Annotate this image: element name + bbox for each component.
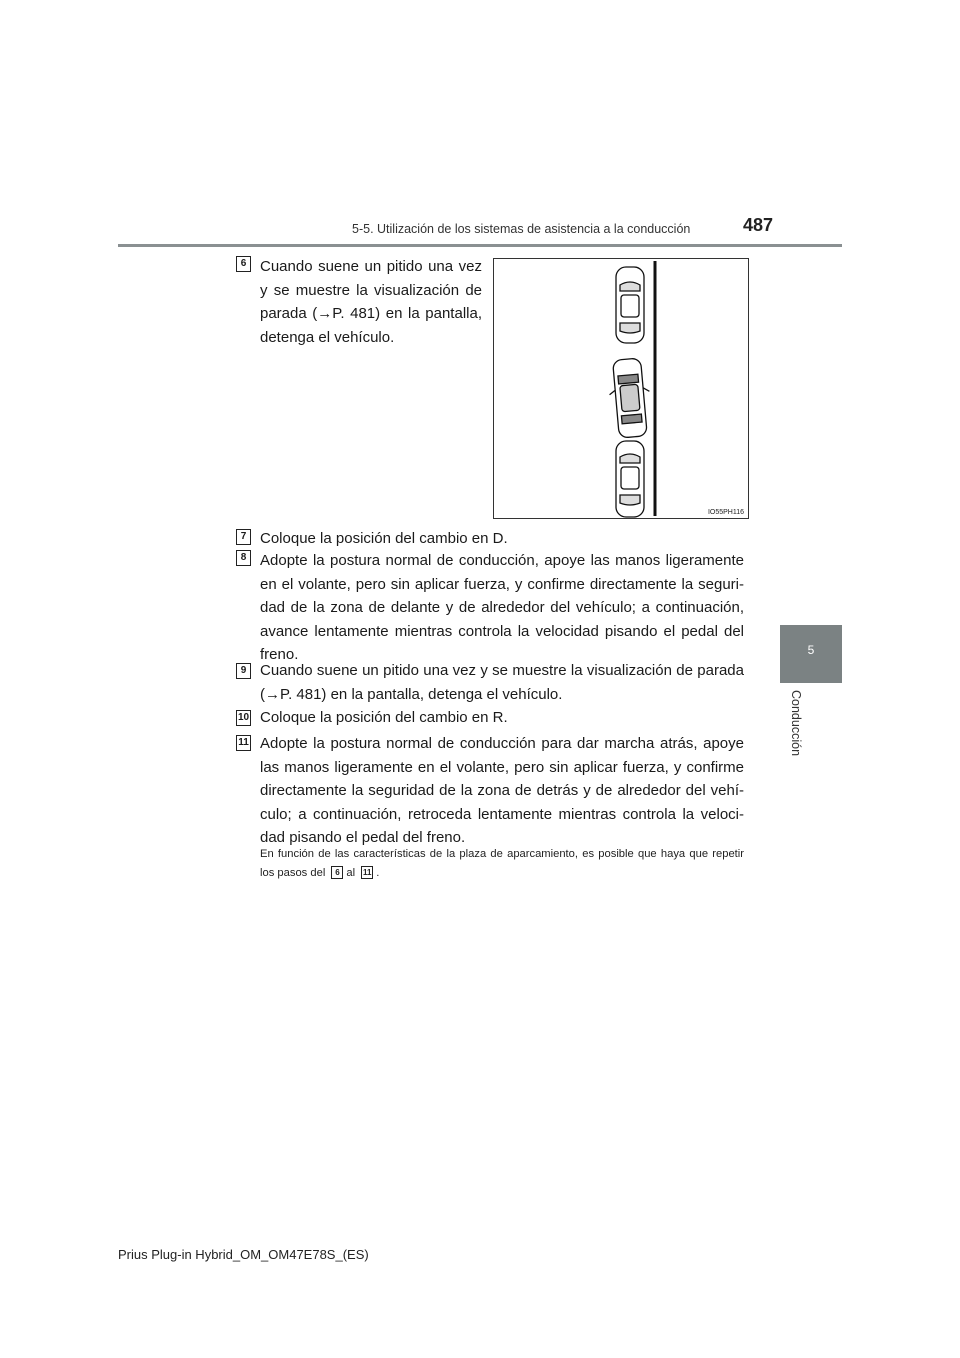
header-divider [118,244,842,247]
note-step-badge: 11 [363,868,372,877]
chapter-tab [780,625,842,683]
chapter-label-text: Conducción [789,690,803,757]
step-number-badge: 10 [236,710,251,726]
chapter-number: 5 [807,643,815,657]
step-text: Coloque la posición del cambio en D. [260,530,508,547]
step-number-badge: 8 [236,550,251,566]
note-text: En función de las características de la plaza de aparcamiento, es posible que haya que repetir los pasos del [260,848,744,879]
step-text: Cuando suene un pitido una vez y se muestre la visualización de parada (→P. 481) en la pantalla, detenga el vehículo. [260,258,482,346]
note-text: al [346,867,356,879]
parked-car-rear [616,441,644,517]
page-number: 487 [743,215,774,235]
chapter-label [787,690,807,770]
illustration-code: IO55PH116 [707,509,744,516]
section-title: 5-5. Utilización de los sistemas de asistencia a la conducción [352,222,691,236]
parking-illustration [493,258,749,519]
note-text: . [376,867,380,879]
step-text: Cuando suene un pitido una vez y se muestre la visualización de parada (→P. 481) en la pantalla, detenga el vehículo. [260,662,744,703]
step-note [260,845,744,883]
step-number-badge: 9 [236,663,251,679]
parking-cars-diagram [494,259,748,518]
document-footer: Prius Plug-in Hybrid_OM_OM47E78S_(ES) [118,1247,369,1262]
parked-car-front [616,267,644,343]
step-text: Adopte la postura normal de conducción para dar marcha atrás, apoye las manos ligeramente en el volante, pero sin aplicar fuerza, y confirme directamente la seguridad de la zona de detrás y de alrededor del vehículo; a continuación, retroceda lentamente mientras controla la velocidad pisando el pedal del freno. [260,735,744,846]
note-step-badge: 6 [331,866,343,879]
step-text: Adopte la postura normal de conducción, apoye las manos ligeramente en el volante, pero sin aplicar fuerza, y confirme directamente la seguridad de la zona de delante y de alrededor del vehículo; a continuación, avance lentamente mientras controla la velocidad pisando el pedal del freno. [260,552,744,663]
maneuvering-car [607,357,654,438]
step-number-badge: 6 [236,256,251,272]
step-number-badge: 11 [236,735,251,751]
step-number-badge: 7 [236,529,251,545]
step-text: Coloque la posición del cambio en R. [260,709,508,726]
